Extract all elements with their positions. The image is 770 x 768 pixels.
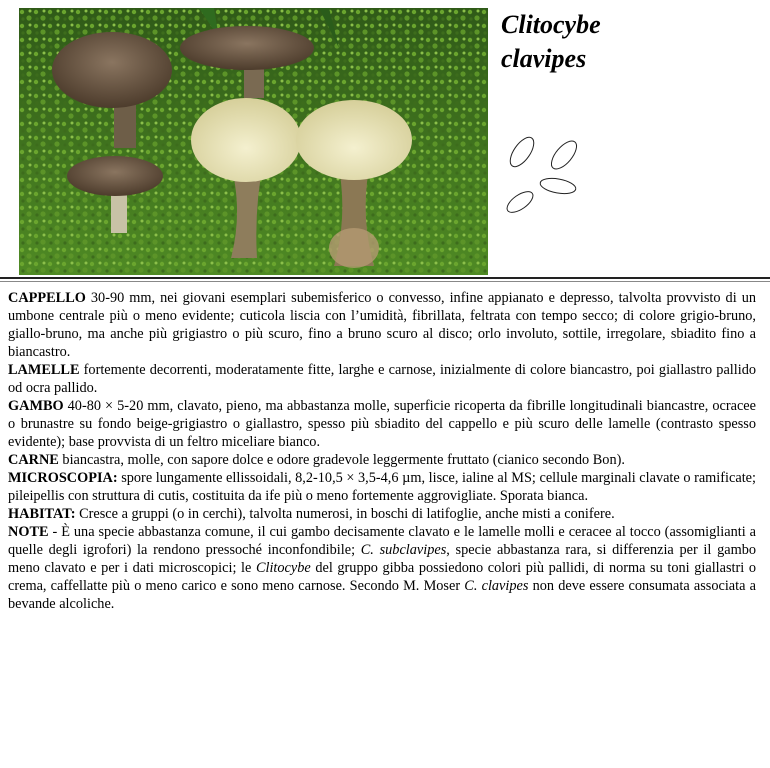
- text-cappello: 30-90 mm, nei giovani esemplari subemisferico o convesso, infine appianato e depresso, talvolta provvisto di un umbone centrale più o meno evidente; cuticola liscia con l’umidità, fibrillata, feltrata con tempo secco; di colore grigio-bruno, giallo-bruno, ma anche più grigiastro o più scuro, fino a bruno scuro al disco; orlo involuto, sottile, irregolare, sbiadito fino a biancastro.: [8, 290, 756, 360]
- section-cappello: [8, 289, 756, 361]
- text-note-4: non deve essere consumata associata a bevande alcoliche.: [8, 578, 756, 612]
- separator-line: [0, 277, 770, 279]
- spore-drawing: [500, 130, 590, 220]
- text-habitat: Cresce a gruppi (o in cerchi), talvolta numerosi, in boschi di latifoglie, anche misti a conifere.: [75, 506, 615, 522]
- text-note-italic-1: C. subclavipes: [360, 542, 447, 558]
- text-lamelle: fortemente decorrenti, moderatamente fitte, larghe e carnose, inizialmente di colore biancastro, poi giallastro pallido od ocra pallido.: [8, 362, 756, 396]
- label-gambo: GAMBO: [8, 398, 64, 414]
- text-note-2: , specie abbastanza rara, si differenzia per il gambo meno clavato e per i dati microscopici; le: [8, 542, 756, 576]
- section-habitat: [8, 505, 756, 523]
- title-genus: Clitocybe: [501, 10, 601, 39]
- text-microscopia: spore lungamente ellissoidali, 8,2-10,5 × 3,5-4,6 µm, lisce, ialine al MS; cellule marginali clavate o ramificate; pileipellis con struttura di cutis, costituita da ife più o meno fortemente aggrovigliate. Sporata bianca.: [8, 470, 756, 504]
- label-microscopia: MICROSCOPIA:: [8, 470, 118, 486]
- label-habitat: HABITAT:: [8, 506, 76, 522]
- label-note: NOTE: [8, 524, 49, 540]
- separator-line-thin: [0, 281, 770, 282]
- text-note-italic-3: C. clavipes: [464, 578, 529, 594]
- text-note-1: - È una specie abbastanza comune, il cui gambo decisamente clavato e le lamelle molli e ceracee al tocco (assomiglianti a quelle degli igrofori) la rendono pressoché inconfondibile;: [8, 524, 756, 558]
- section-carne: [8, 451, 756, 469]
- text-note-italic-2: Clitocybe: [255, 560, 311, 576]
- label-cappello: CAPPELLO: [8, 290, 86, 306]
- section-gambo: [8, 397, 756, 451]
- section-lamelle: [8, 361, 756, 397]
- species-title: [501, 8, 601, 76]
- section-note: [8, 523, 756, 613]
- text-gambo: 40-80 × 5-20 mm, clavato, pieno, ma abbastanza molle, superficie ricoperta da fibrille longitudinali biancastre, ocracee o brunastre su fondo beige-grigiastro o giallastro, spesso più sbiadito del cappello e più scuro delle lamelle (contrasto spesso evidente); base provvista di un feltro miceliare bianco.: [8, 398, 756, 450]
- label-carne: CARNE: [8, 452, 59, 468]
- label-lamelle: LAMELLE: [8, 362, 80, 378]
- section-microscopia: [8, 469, 756, 505]
- text-note-3: del gruppo gibba possiedono colori più pallidi, di norma su toni giallastri o crema, caffellatte più o meno carico e sono meno carnose. Secondo M. Moser: [8, 560, 757, 594]
- mushroom-photo: [19, 8, 488, 275]
- text-carne: biancastra, molle, con sapore dolce e odore gradevole leggermente fruttato (cianico secondo Bon).: [58, 452, 625, 468]
- title-species: clavipes: [501, 44, 587, 73]
- description-text: [8, 289, 756, 613]
